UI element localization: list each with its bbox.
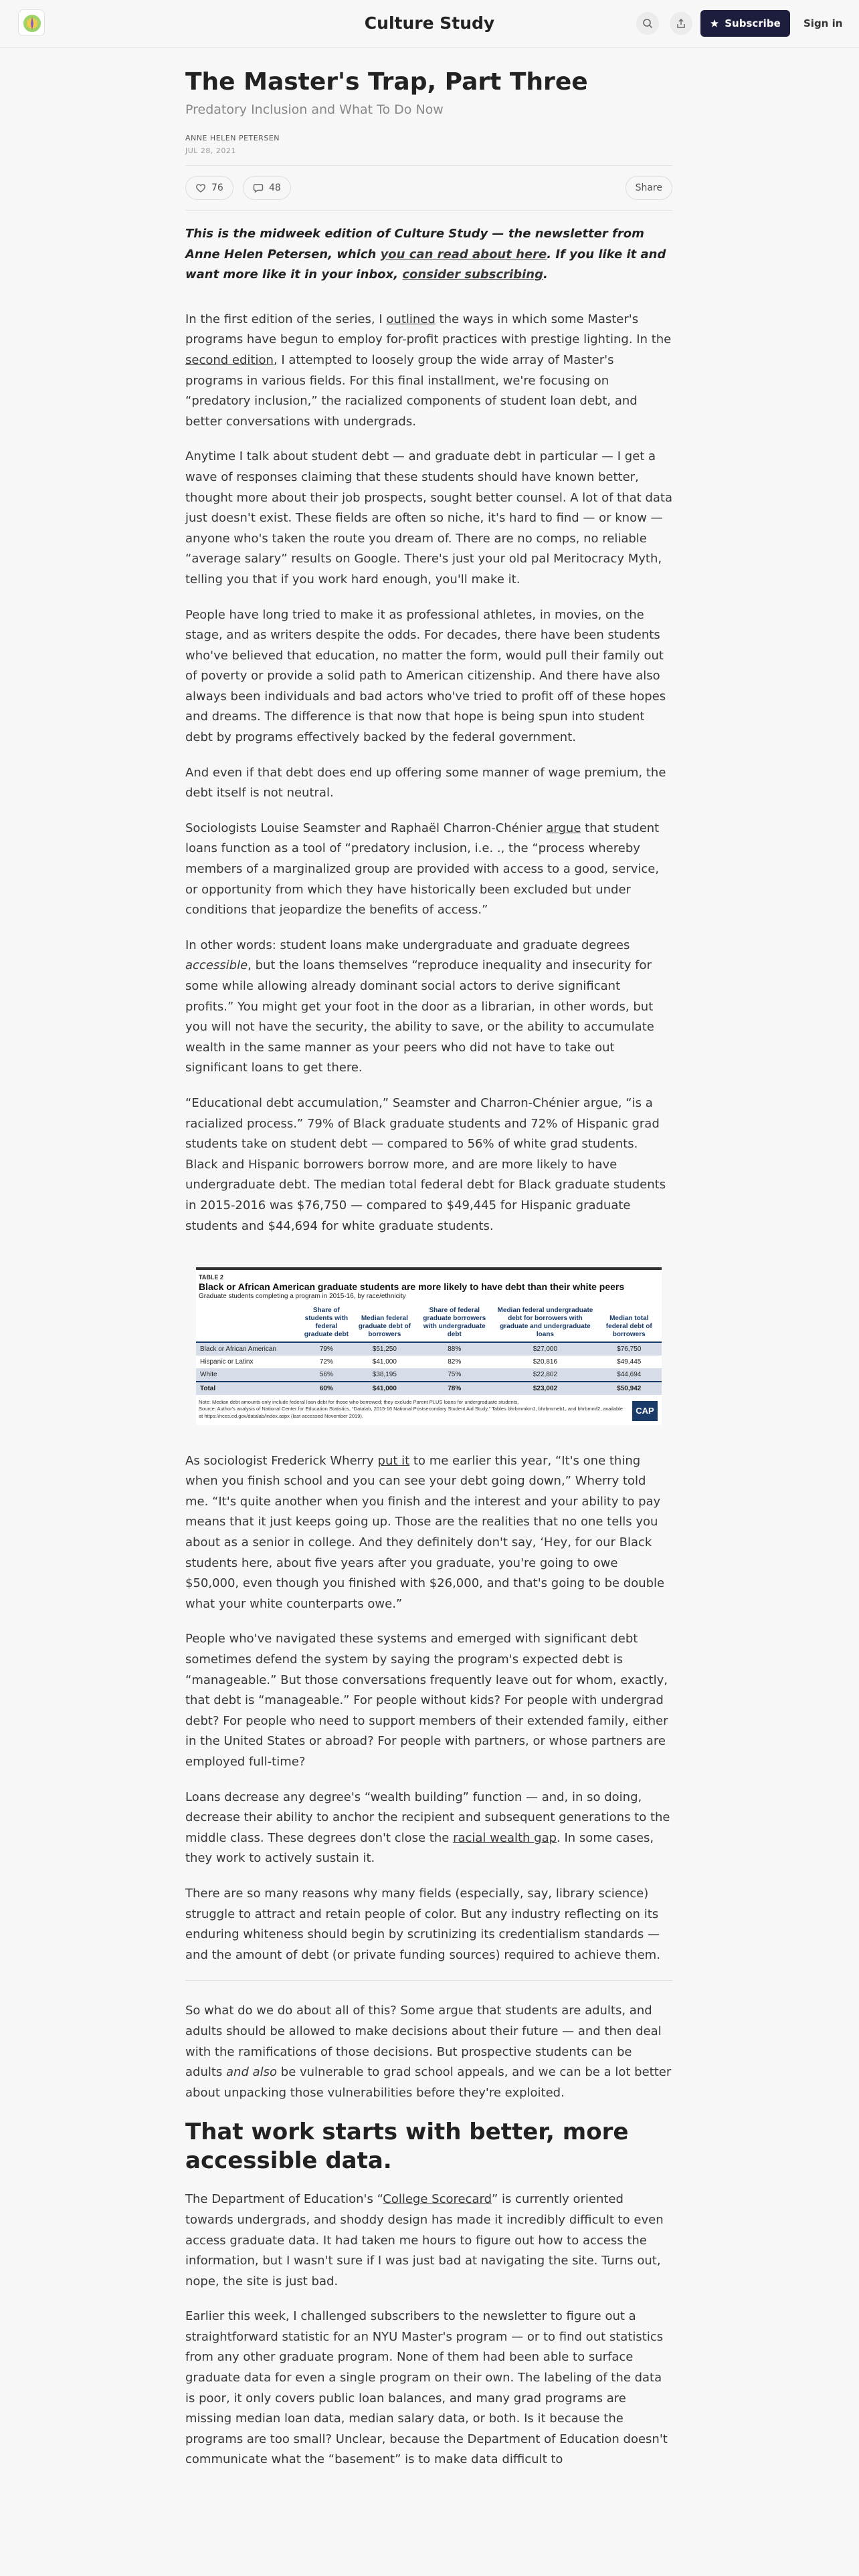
- share-icon: [676, 18, 686, 29]
- paragraph: And even if that debt does end up offering some manner of wage premium, the debt itself is not neutral.: [185, 765, 666, 800]
- share-label: Share: [635, 183, 662, 193]
- article: [185, 67, 672, 2485]
- post-subtitle: Predatory Inclusion and What To Do Now: [185, 102, 444, 117]
- post-actions-bar: [185, 165, 672, 211]
- subscribe-link[interactable]: consider subscribing: [402, 267, 543, 282]
- outlined-link[interactable]: outlined: [386, 312, 436, 326]
- table-cell: 75%: [415, 1368, 494, 1382]
- table-cell: $20,816: [494, 1356, 596, 1368]
- top-bar: [0, 0, 859, 48]
- table-cell: $50,942: [597, 1382, 662, 1395]
- table-cell: $51,250: [355, 1342, 415, 1356]
- table-cell: Black or African American: [196, 1342, 298, 1356]
- table-cell: $41,000: [355, 1356, 415, 1368]
- put-it-link[interactable]: put it: [377, 1453, 410, 1468]
- star-icon: [710, 19, 719, 28]
- like-count: 76: [211, 183, 223, 193]
- p12-text-a: So what do we do about all of this? Some argue that students are adults, and adults should be allowed to make decisions about their future — and then deal with the ramifications of those decisions. But prospective students can be adults: [185, 2004, 662, 2080]
- heart-icon: [195, 183, 206, 193]
- table-cell: $44,694: [597, 1368, 662, 1382]
- publication-title[interactable]: Culture Study: [364, 13, 495, 33]
- p6-text-a: In other words: student loans make undergraduate and graduate degrees: [185, 938, 630, 952]
- sign-in-link[interactable]: Sign in: [803, 17, 843, 29]
- comment-count: 48: [269, 183, 281, 193]
- p1-text-c: , I attempted to loosely group the wide array of Master's programs in various fields. For this final installment, we're focusing on “predatory inclusion,” the racialized components of student loan debt, and better conversations with undergrads.: [185, 352, 638, 429]
- college-scorecard-link[interactable]: College Scorecard: [383, 2192, 492, 2207]
- p10-text-b: . In some cases, they work to actively sustain it.: [185, 1830, 654, 1866]
- table-cell: 79%: [298, 1342, 355, 1356]
- comment-icon: [253, 183, 264, 193]
- racial-wealth-gap-link[interactable]: racial wealth gap: [453, 1830, 557, 1845]
- table-cell: Hispanic or Latinx: [196, 1356, 298, 1368]
- post-title: The Master's Trap, Part Three: [185, 68, 588, 96]
- table-row: [196, 1356, 662, 1368]
- p8-text-a: As sociologist Frederick Wherry: [185, 1453, 378, 1468]
- paragraph: Anytime I talk about student debt — and graduate debt in particular — I get a wave of responses claiming that these students should have known better, thought more about their job prospects, sought better counsel. A lot of that data just doesn't exist. These fields are often so niche, it's hard to find — or know — anyone who's taken the route you dream of. There are no comps, no reliable “average salary” results on Google. There's just your old pal Meritocracy Myth, telling you that if you work hard enough, you'll make it.: [185, 449, 672, 586]
- table-cell: $41,000: [355, 1382, 415, 1395]
- table-row: [196, 1342, 662, 1356]
- paragraph: [185, 2189, 672, 2292]
- p13-text-b: ” is currently oriented towards undergrads, and shoddy design has made it incredibly difficult to even access graduate data. It had taken me hours to figure out how to access the information, but I wasn't sure if I was just bad at navigating the site. Turns out, nope, the site is just bad.: [185, 2192, 664, 2288]
- table-header: Median federal graduate debt of borrowers: [355, 1304, 415, 1342]
- debt-table-image: [196, 1267, 662, 1425]
- table-cell: $76,750: [597, 1342, 662, 1356]
- paragraph: [185, 819, 672, 921]
- intro-text-a: This is the midweek edition of Culture Study — the newsletter from Anne Helen Petersen, which: [185, 227, 644, 261]
- p1-text-a: In the first edition of the series, I: [185, 312, 387, 326]
- table-cell: White: [196, 1368, 298, 1382]
- p12-text-b: be vulnerable to grad school appeals, and we can be a lot better about unpacking those vulnerabilities before they're exploited.: [185, 2065, 672, 2100]
- p10-text-a: Loans decrease any degree's “wealth building” function — and, in so doing, decrease their ability to anchor the recipient and subsequent generations to the middle class. These degrees don't close the: [185, 1790, 670, 1845]
- table-note: Note: Median debt amounts only include federal loan debt for those who borrowed; they exclude Parent PLUS loans for undergraduate students.: [199, 1399, 519, 1406]
- table-header: Share of students with federal graduate debt: [298, 1304, 355, 1342]
- subscribe-label: Subscribe: [725, 17, 781, 29]
- table-cell: Total: [196, 1382, 298, 1395]
- table-cell: $22,802: [494, 1368, 596, 1382]
- p5-text-a: Sociologists Louise Seamster and Raphaël Charron-Chénier: [185, 821, 547, 835]
- table-header: Median federal undergraduate debt for borrowers with graduate and undergraduate loans: [494, 1304, 596, 1342]
- share-top-button[interactable]: [670, 12, 692, 35]
- paragraph: People who've navigated these systems and emerged with significant debt sometimes defend the system by saying the program's expected debt is “manageable.” But those conversations frequently leave out for whom, exactly, that debt is “manageable.” For people without kids? For people with undergrad debt? For people who need to support members of their extended family, either in the United States or abroad? For people with partners, or whose partners are employed full-time?: [185, 1632, 668, 1769]
- table-cell: 72%: [298, 1356, 355, 1368]
- comment-button[interactable]: [243, 176, 291, 200]
- table-header-row: [196, 1304, 662, 1342]
- second-edition-link[interactable]: second edition: [185, 352, 274, 367]
- table-header: Share of federal graduate borrowers with undergraduate debt: [415, 1304, 494, 1342]
- table-cell: 88%: [415, 1342, 494, 1356]
- table-source: Source: Author's analysis of National Center for Education Statistics, “Datalab, 2015-16 National Postsecondary Student Aid Study,” Tables bhrbmmkm1, bhrbmmeb1, and bhrbmmf2, available at https://nces.ed.gov/datalab/index.aspx (last accessed November 2019).: [199, 1406, 623, 1419]
- argue-link[interactable]: argue: [546, 821, 581, 835]
- paragraph: “Educational debt accumulation,” Seamster and Charron-Chénier argue, “is a racialized process.” 79% of Black graduate students and 72% of Hispanic grad students take on student debt — compared to 56% of white grad students. Black and Hispanic borrowers borrow more, and are more likely to have undergraduate debt. The median total federal debt for Black graduate students in 2015-2016 was $76,750 — compared to $49,445 for Hispanic graduate students and $44,694 for white graduate students.: [185, 1095, 666, 1233]
- paragraph: [185, 936, 672, 1079]
- debt-table-figure[interactable]: [185, 1251, 672, 1436]
- table-total-row: [196, 1382, 662, 1395]
- table-cell: 60%: [298, 1382, 355, 1395]
- table-cell: $49,445: [597, 1356, 662, 1368]
- table-cell: 78%: [415, 1382, 494, 1395]
- paragraph: Earlier this week, I challenged subscribers to the newsletter to figure out a straightforward statistic for an NYU Master's program — or to find out statistics from any other graduate program. None of them had been able to surface graduate data for even a single program on their own. The labeling of the data is poor, it only covers public loan balances, and many grad programs are missing median loan data, median salary data, or both. Is it because the programs are too small? Unclear, because the Department of Education doesn't communicate what the “basement” is to make data difficult to: [185, 2309, 668, 2467]
- p12-emphasis: and also: [226, 2065, 278, 2080]
- cap-logo: CAP: [632, 1401, 658, 1421]
- p6-emphasis: accessible: [185, 958, 248, 973]
- p1-text-b: the ways in which some Master's programs have begun to employ for-profit practices with prestige lighting. In the: [185, 312, 672, 347]
- table-row: [196, 1368, 662, 1382]
- post-body: [185, 224, 672, 2470]
- paragraph: [185, 2001, 672, 2103]
- debt-table: [196, 1304, 662, 1395]
- table-cell: $23,002: [494, 1382, 596, 1395]
- share-button[interactable]: [626, 176, 672, 200]
- table-cell: $27,000: [494, 1342, 596, 1356]
- intro-text-c: .: [543, 267, 548, 282]
- search-button[interactable]: [636, 12, 659, 35]
- table-title: Black or African American graduate students are more likely to have debt than their white peers: [199, 1281, 625, 1293]
- table-header: [196, 1304, 298, 1342]
- p6-text-b: , but the loans themselves “reproduce inequality and insecurity for some while allowing already dominant social actors to derive significant profits.” You might get your foot in the door as a librarian, in other words, but you will not have the security, the ability to save, or the ability to accumulate wealth in the same manner as your peers who did not have to take out significant loans to get there.: [185, 958, 654, 1075]
- about-link[interactable]: you can read about here: [380, 247, 547, 261]
- intro-paragraph: [185, 224, 672, 286]
- post-author[interactable]: ANNE HELEN PETERSEN: [185, 134, 280, 142]
- subscribe-button[interactable]: [700, 10, 790, 37]
- paragraph: There are so many reasons why many fields (especially, say, library science) struggle to attract and retain people of color. But any industry reflecting on its enduring whiteness should begin by scrutinizing its credentialism standards — and the amount of debt (or private funding sources) required to achieve them.: [185, 1886, 660, 1962]
- paragraph: People have long tried to make it as professional athletes, in movies, on the stage, and as writers despite the odds. For decades, there have been students who've believed that education, no matter the form, would pull their family out of poverty or provide a solid path to American citizenship. And there have also always been individuals and bad actors who've tried to profit off of these hopes and dreams. The difference is that now that hope is being spun into student debt by programs effectively backed by the federal government.: [185, 607, 666, 745]
- section-divider: [185, 1980, 672, 1981]
- search-icon: [642, 18, 653, 29]
- table-cell: $38,195: [355, 1368, 415, 1382]
- table-cell: 82%: [415, 1356, 494, 1368]
- p8-text-b: to me earlier this year, “It's one thing when you finish school and you can see your debt going down,” Wherry told me. “It's quite another when you finish and the interest and your ability to pay means that it just keeps going up. Those are the realities that no one tells you about as a senior in college. And they definitely don't say, ‘Hey, for our Black students here, about five years after you graduate, you're going to owe $50,000, even though you finished with $26,000, and that's going to be double what your white counterparts owe.”: [185, 1453, 665, 1611]
- table-label: TABLE 2: [199, 1274, 223, 1281]
- p5-text-b: that student loans function as a tool of “predatory inclusion, i.e. ., the “process whereby members of a marginalized group are provided with access to a good, service, or opportunity from which they have historically been excluded but under conditions that jeopardize the benefits of access.”: [185, 821, 660, 918]
- section-heading: That work starts with better, more accessible data.: [185, 2119, 629, 2174]
- table-header: Median total federal debt of borrowers: [597, 1304, 662, 1342]
- table-cell: 56%: [298, 1368, 355, 1382]
- post-date: JUL 28, 2021: [185, 146, 236, 155]
- intro-text-b: . If you like it and want more like it in your inbox,: [185, 247, 666, 282]
- paragraph: [185, 310, 672, 433]
- paragraph: [185, 1788, 672, 1869]
- paragraph: [185, 1451, 672, 1615]
- p13-text-a: The Department of Education's “: [185, 2192, 383, 2207]
- like-button[interactable]: [185, 176, 233, 200]
- table-subtitle: Graduate students completing a program in 2015-16, by race/ethnicity: [199, 1293, 406, 1301]
- table-footnote: [196, 1395, 662, 1424]
